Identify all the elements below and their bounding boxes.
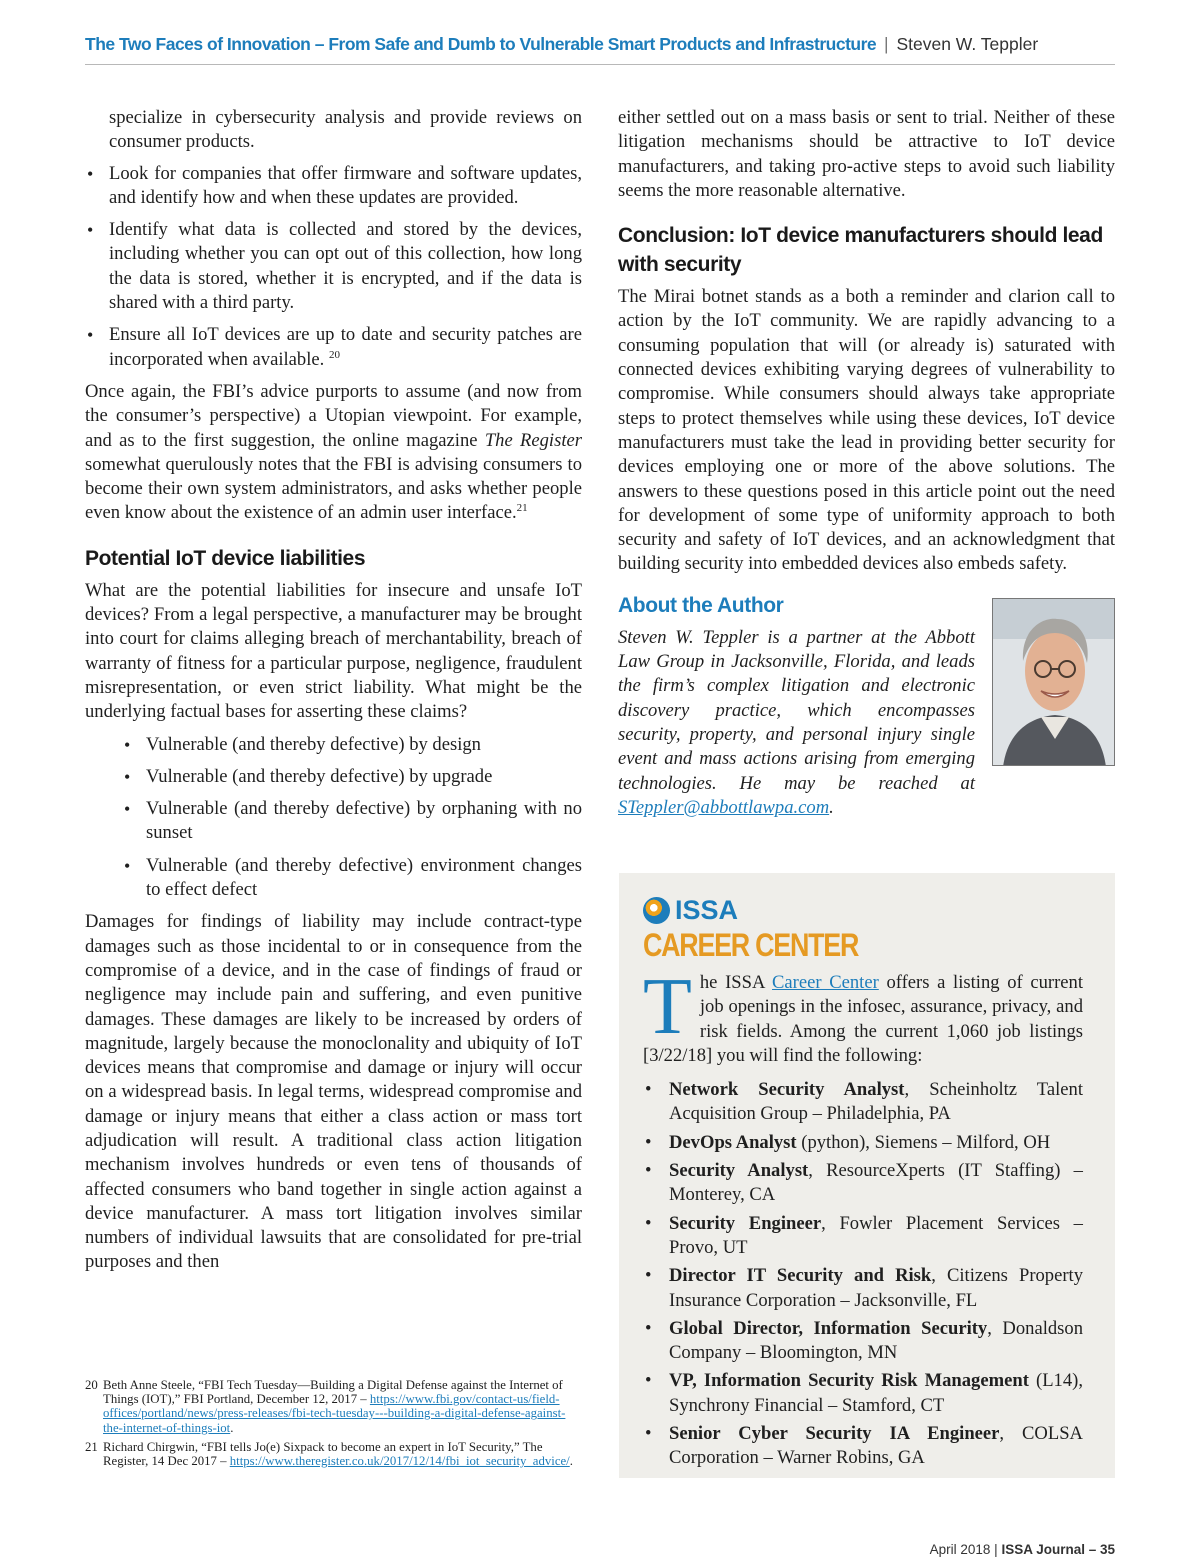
fbi-tips-list — [85, 162, 582, 372]
list-item-text: Ensure all IoT devices are up to date and security patches are incorporated when available. — [109, 324, 582, 370]
job-detail: , Donaldson Company – Bloomington, MN — [669, 1317, 1083, 1364]
job-listing — [643, 1317, 1083, 1366]
issue-date: April 2018 — [929, 1542, 991, 1557]
issa-logo-text: ISSA — [675, 894, 739, 925]
header-author: Steven W. Teppler — [896, 34, 1039, 54]
job-title: Network Security Analyst — [669, 1079, 905, 1101]
text-run: . — [230, 1420, 234, 1435]
text-run: . — [829, 796, 834, 818]
job-detail: , Scheinholtz Talent Acquisition Group – Philadelphia, PA — [669, 1079, 1084, 1125]
job-listing — [643, 1369, 1083, 1418]
footnote-link[interactable]: https://www.fbi.gov/contact-us/field-offices/portland/news/press-releases/fbi-tech-tuesday---building-a-digital-defense-against-the-internet-of-things-iot — [103, 1392, 566, 1435]
body-paragraph: Damages for findings of liability may include contract-type damages such as those incidental to or in consequence from the compromise of a device, and in the case of findings of fraud or negligence may include pain and suffering, and even punitive damages. These damages are likely to be increased by orders of magnitude, largely because the monoclonality and ubiquity of IoT devices means that compromise and damage or injury will occur on a widespread basis. In legal terms, widespread compromise and damage or injury means that either a class action or mass tort adjudication will result. A traditional class action litigation mechanism involves hundreds or even tens of thousands of affected consumers who band together in single action against a device manufacturer. A mass tort litigation involves similar numbers of individual lawsuits that are consolidated for pre-trial purposes and then — [85, 911, 582, 1273]
list-item: • Vulnerable (and thereby defective) by design — [122, 733, 582, 757]
footnote-ref[interactable]: 20 — [328, 348, 340, 361]
footnote-number: 21 — [85, 1439, 98, 1454]
list-item: • Identify what data is collected and stored by the devices, including whether you can opt out of this collection, how long the data is stored, whether it is encrypted, and if the data is shared with a third party. — [85, 218, 582, 315]
page-footer — [930, 1542, 1115, 1557]
job-listing — [643, 1264, 1083, 1313]
drop-cap: T — [643, 963, 692, 1051]
text-run: . — [569, 1454, 573, 1469]
body-paragraph — [85, 380, 582, 526]
career-intro — [643, 963, 1083, 1068]
publication-name: The Register — [484, 429, 582, 451]
globe-icon — [643, 897, 670, 924]
job-detail: (L14), Synchrony Financial – Stamford, CT — [669, 1370, 1083, 1416]
job-listing — [643, 1078, 1083, 1127]
footer-separator: | — [994, 1542, 998, 1557]
footnote-link[interactable]: https://www.theregister.co.uk/2017/12/14/fbi_iot_security_advice/ — [229, 1454, 570, 1469]
text-run: Once again, the FBI’s advice purports to assume (and now from the consumer’s perspective) a Utopian viewpoint. For example, and as to the first suggestion, the online magazine — [85, 380, 582, 451]
job-listing — [643, 1212, 1083, 1261]
body-paragraph: The Mirai botnet stands as a both a reminder and clarion call to action by the IoT community. We are rapidly advancing to a consuming population that will (or already is) saturated with connected devices exhibiting varying degrees of vulnerability to compromise. While consumers should always take appropriate steps to protect themselves while using these devices, IoT device manufacturers must take the lead in providing better security for devices employing one or more of the above solutions. The answers to these questions posed in this article point out the need for development of some type of uniformity approach to both security and safety of IoT devices, and an acknowledgment that building security into embedded devices also embeds safety. — [618, 286, 1115, 575]
body-paragraph: either settled out on a mass basis or sent to trial. Neither of these litigation mechanisms should be attractive to IoT device manufacturers, and taking pro-active steps to avoid such liability seems the more reasonable alternative. — [618, 107, 1115, 201]
author-email-link[interactable]: STeppler@abbottlawpa.com — [618, 796, 830, 818]
footnote — [85, 1378, 582, 1435]
list-item: • Vulnerable (and thereby defective) by orphaning with no sunset — [122, 797, 582, 846]
list-item: • Vulnerable (and thereby defective) environment changes to effect defect — [122, 854, 582, 903]
left-column — [85, 106, 582, 1283]
text-run: he ISSA — [699, 972, 773, 993]
issa-logo — [643, 895, 1083, 925]
section-heading: Potential IoT device liabilities — [85, 546, 366, 570]
job-title: Senior Cyber Security IA Engineer — [669, 1423, 1000, 1445]
job-title: Global Director, Information Security — [669, 1317, 988, 1339]
job-title: Director IT Security and Risk — [669, 1265, 932, 1287]
career-center-title: CAREER CENTER — [643, 927, 859, 963]
job-title: Security Analyst — [669, 1160, 809, 1182]
footnote-text: Beth Anne Steele, “FBI Tech Tuesday—Building a Digital Defense against the Internet of Things (IOT),” FBI Portland, December 12, 2017 – — [103, 1378, 563, 1407]
header-separator: | — [884, 34, 889, 54]
job-listing — [643, 1131, 1083, 1155]
text-run: offers a listing of current job openings in the infosec, assurance, privacy, and risk fields. Among the current 1,060 job listings [3/22/18] you will find the following: — [643, 972, 1083, 1066]
body-paragraph: What are the potential liabilities for insecure and unsafe IoT devices? From a legal perspective, a manufacturer may be brought into court for claims alleging breach of merchantability, breach of warranty of fitness for a particular purpose, negligence, fraudulent misrepresentation, or even strict liability. What might be the underlying factual bases for asserting these claims? — [85, 579, 582, 723]
footnotes — [85, 1378, 582, 1473]
journal-page: ISSA Journal – 35 — [1001, 1542, 1115, 1557]
job-title: Security Engineer — [669, 1212, 822, 1234]
job-title: DevOps Analyst — [669, 1131, 797, 1153]
career-center-link[interactable]: Career Center — [772, 972, 879, 993]
job-listing — [643, 1422, 1083, 1471]
article-title: The Two Faces of Innovation – From Safe and Dumb to Vulnerable Smart Products and Infrastructure — [85, 34, 877, 54]
about-author-heading: About the Author — [618, 593, 784, 617]
about-author — [618, 626, 1115, 820]
list-item: • Vulnerable (and thereby defective) by upgrade — [122, 765, 582, 789]
job-detail: (python), Siemens – Milford, OH — [796, 1131, 1051, 1153]
footnote-text: Richard Chirgwin, “FBI tells Jo(e) Sixpack to become an expert in IoT Security,” The Register, 14 Dec 2017 – — [103, 1439, 543, 1469]
author-photo — [992, 598, 1115, 766]
job-detail: , COLSA Corporation – Warner Robins, GA — [669, 1423, 1083, 1469]
job-detail: , Fowler Placement Services – Provo, UT — [669, 1212, 1083, 1258]
career-center-box — [619, 873, 1115, 1478]
section-heading: Conclusion: IoT device manufacturers should lead with security — [618, 224, 1103, 277]
job-detail: , Citizens Property Insurance Corporation – Jacksonville, FL — [669, 1265, 1084, 1311]
job-detail: , ResourceXperts (IT Staffing) – Monterey, CA — [669, 1160, 1083, 1206]
text-run: Steven W. Teppler is a partner at the Abbott Law Group in Jacksonville, Florida, and leads the firm’s complex litigation and electronic discovery practice, which encompasses security, property, and personal injury single event and mass actions arising from emerging technologies. He may be reached at — [618, 626, 975, 794]
job-listings — [643, 1078, 1083, 1470]
claims-list — [85, 733, 582, 903]
right-column — [618, 106, 1115, 828]
footnote-number: 20 — [85, 1378, 98, 1392]
footnote — [85, 1440, 582, 1468]
footnote-ref[interactable]: 21 — [516, 502, 528, 515]
job-title: VP, Information Security Risk Management — [669, 1370, 1029, 1392]
list-item — [85, 323, 582, 372]
running-header — [85, 34, 1115, 65]
continued-paragraph: specialize in cybersecurity analysis and provide reviews on consumer products. — [109, 107, 582, 153]
list-item: • Look for companies that offer firmware and software updates, and identify how and when these updates are provided. — [85, 162, 582, 211]
text-run: somewhat querulously notes that the FBI is advising consumers to become their own system administrators, and asks whether people even know about the existence of an admin user interface. — [85, 453, 582, 524]
author-portrait-icon — [993, 599, 1115, 766]
job-listing — [643, 1159, 1083, 1208]
